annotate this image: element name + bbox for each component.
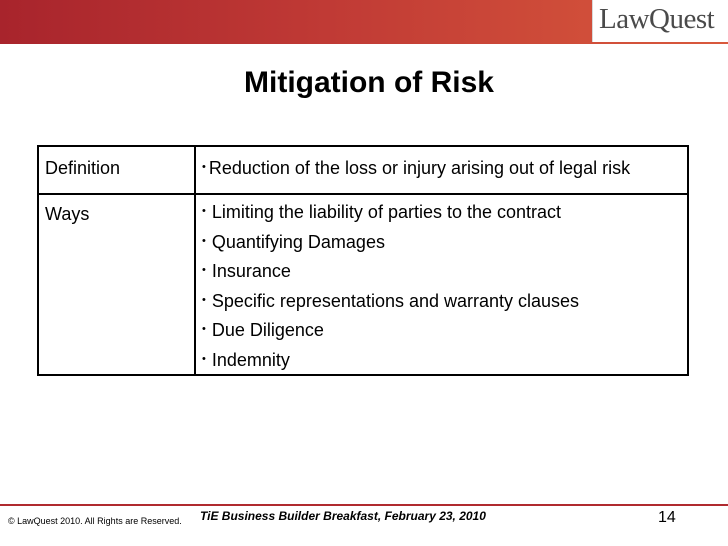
- list-item-text: Limiting the liability of parties to the contract: [211, 202, 562, 222]
- list-item: [202, 261, 579, 291]
- bullet-icon: •: [202, 205, 206, 217]
- logo: [592, 0, 728, 42]
- list-item-text: Due Diligence: [211, 320, 324, 340]
- bullet-icon: •: [202, 323, 206, 335]
- logo-text: LawQuest: [599, 3, 715, 35]
- slide-title: Mitigation of Risk: [244, 66, 494, 99]
- column-divider: [194, 147, 196, 374]
- list-item: [202, 320, 579, 350]
- list-item: [202, 291, 579, 321]
- ways-label: Ways: [45, 204, 90, 224]
- copyright-text: © LawQuest 2010. All Rights are Reserved.: [8, 516, 182, 526]
- bullet-icon: •: [202, 264, 206, 276]
- definition-label: Definition: [45, 158, 121, 178]
- bullet-icon: •: [202, 352, 206, 365]
- definition-text: Reduction of the loss or injury arising out of legal risk: [208, 158, 631, 178]
- list-item-text: Specific representations and warranty clauses: [211, 290, 580, 311]
- footer-divider: [0, 504, 728, 506]
- definition-cell: [202, 158, 630, 179]
- bullet-icon: •: [202, 234, 206, 247]
- list-item-text: Quantifying Damages: [211, 231, 385, 252]
- list-item: [202, 350, 579, 380]
- page-number: 14: [658, 509, 676, 526]
- list-item: [202, 232, 579, 262]
- ways-list: [202, 202, 579, 379]
- mitigation-table: [37, 145, 689, 376]
- list-item: [202, 202, 579, 232]
- bullet-icon: •: [202, 293, 206, 306]
- row-divider: [39, 193, 687, 195]
- list-item-text: Indemnity: [211, 349, 290, 370]
- event-text: TiE Business Builder Breakfast, February 23, 2010: [200, 509, 486, 523]
- bullet-icon: •: [202, 161, 206, 173]
- list-item-text: Insurance: [211, 261, 291, 281]
